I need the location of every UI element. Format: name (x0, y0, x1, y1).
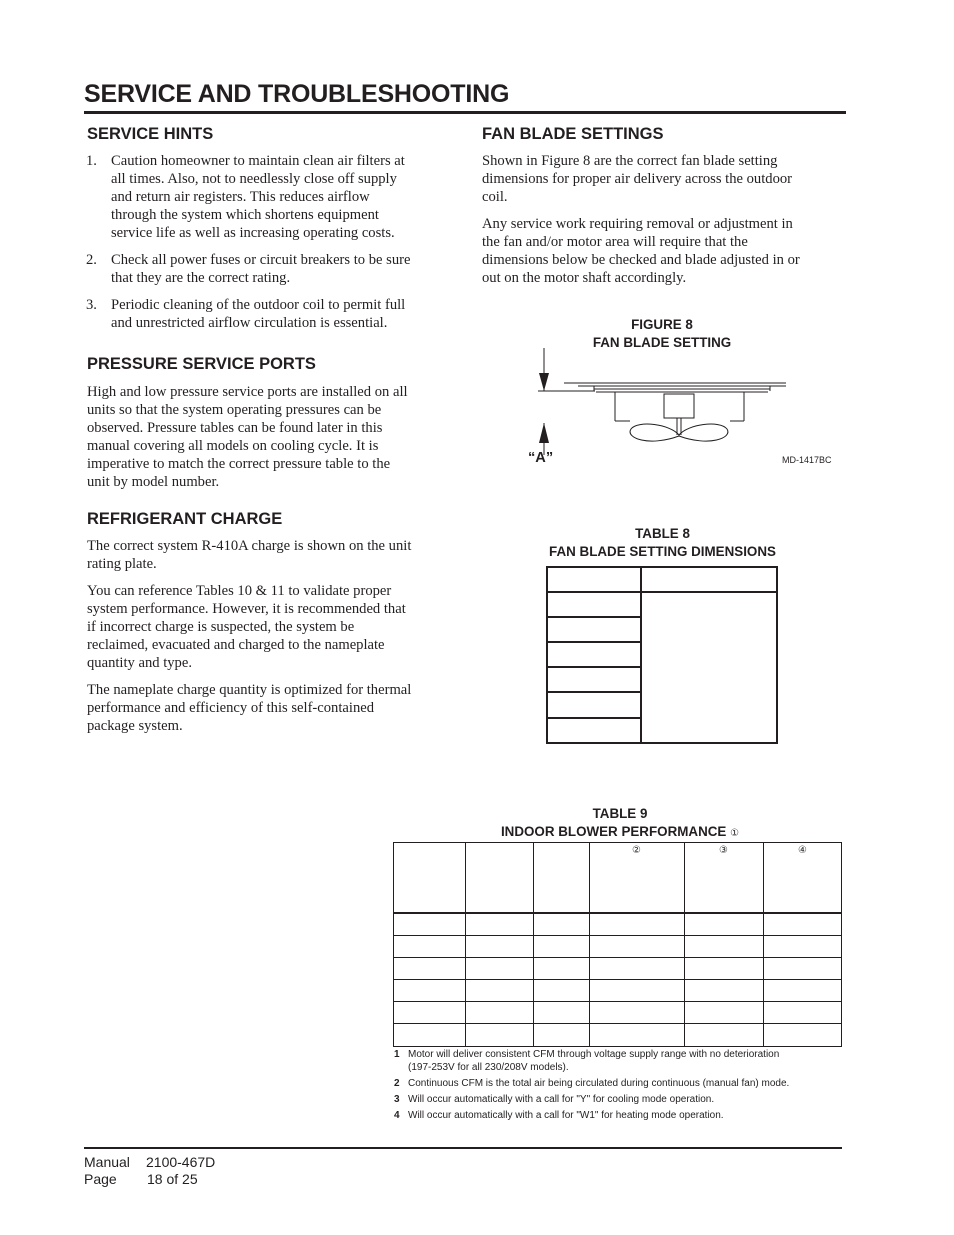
text-line: that they are the correct rating. (111, 270, 291, 286)
text-line: observed. Pressure tables can be found later in this (87, 420, 383, 436)
text-line: reclaimed, evacuated and charged to the nameplate (87, 637, 385, 653)
footer-manual-label: Manual (84, 1154, 130, 1170)
table-border-top (546, 566, 778, 568)
text-line: out on the motor shaft accordingly. (482, 270, 687, 286)
table-border-left (393, 842, 394, 1047)
footnote-line: (197-253V for all 230/208V models). (408, 1062, 569, 1073)
table-row-divider (393, 1023, 842, 1024)
text-line: coil. (482, 189, 508, 205)
table-row-divider (393, 1001, 842, 1002)
table-row-divider (393, 957, 842, 958)
table-8 (546, 566, 778, 744)
text-line: Check all power fuses or circuit breakers to be sure (111, 252, 411, 268)
footnote-line: Continuous CFM is the total air being circulated during continuous (manual fan) mode. (408, 1078, 790, 1089)
footer-manual-number: 2100-467D (146, 1154, 216, 1170)
text-line: system performance. However, it is recommended that (87, 601, 406, 617)
table-border-bottom (393, 1046, 842, 1047)
list-number: 3. (86, 297, 97, 313)
table-border-top (393, 842, 842, 843)
pressure-ports-heading: PRESSURE SERVICE PORTS (87, 355, 316, 373)
table-row-divider (546, 666, 642, 668)
footnote-key: 2 (394, 1078, 400, 1089)
text-line: and return air registers. This reduces airflow (111, 189, 370, 205)
table-header-divider (393, 912, 842, 914)
fan-blade-right (679, 424, 728, 441)
table-border-bottom (546, 742, 778, 744)
table-row-divider (546, 691, 642, 693)
text-line: and unrestricted airflow circulation is essential. (111, 315, 388, 331)
caption-line: TABLE 9 (592, 806, 648, 821)
footnote-4-marker: ④ (798, 845, 807, 856)
table-column-divider (684, 842, 685, 1047)
footnote-1-marker: ① (730, 828, 740, 839)
refrigerant-paragraph-2 (87, 582, 406, 672)
table-row-divider (393, 979, 842, 980)
table-8-caption (520, 525, 805, 561)
fan-blade-diagram (520, 345, 850, 470)
fan-motor (664, 394, 694, 418)
text-line: Caution homeowner to maintain clean air filters at (111, 153, 405, 169)
text-line: Shown in Figure 8 are the correct fan blade setting (482, 153, 778, 169)
text-line: unit by model number. (87, 474, 220, 490)
text-line: The correct system R-410A charge is shown on the unit (87, 538, 412, 554)
text-line: if incorrect charge is suspected, the system be (87, 619, 355, 635)
text-line: imperative to match the correct pressure table to the (87, 456, 391, 472)
title-rule (84, 111, 846, 114)
text-line: High and low pressure service ports are installed on all (87, 384, 408, 400)
footnote-2-marker: ② (632, 845, 641, 856)
page-title: SERVICE AND TROUBLESHOOTING (84, 80, 510, 108)
drawing-id: MD-1417BC (782, 455, 832, 465)
text-line: Periodic cleaning of the outdoor coil to permit full (111, 297, 406, 313)
fan-blade-heading: FAN BLADE SETTINGS (482, 125, 664, 143)
dimension-arrow-top-head (539, 373, 549, 391)
table-column-divider (763, 842, 764, 1047)
table-column-divider (533, 842, 534, 1047)
table-row-divider (546, 641, 642, 643)
text-line: through the system which shortens equipment (111, 207, 379, 223)
text-line: units so that the system operating pressures can be (87, 402, 382, 418)
service-hints-heading: SERVICE HINTS (87, 125, 214, 143)
text-line: You can reference Tables 10 & 11 to validate proper (87, 583, 392, 599)
refrigerant-charge-heading: REFRIGERANT CHARGE (87, 510, 283, 528)
text-line: manual covering all models on cooling cycle. It is (87, 438, 379, 454)
text-line: service life as well as increasing operating costs. (111, 225, 395, 241)
caption-line: FAN BLADE SETTING DIMENSIONS (549, 544, 776, 559)
table-border-right (841, 842, 842, 1047)
footnote-3-marker: ③ (719, 845, 728, 856)
footnote (394, 1109, 844, 1122)
fan-blade-paragraph-1 (482, 152, 792, 206)
text-line: all times. Also, not to needlessly close off supply (111, 171, 397, 187)
table-9-caption (440, 805, 800, 843)
refrigerant-paragraph-1 (87, 537, 411, 573)
text-line: dimensions for proper air delivery across the outdoor (482, 171, 793, 187)
caption-line: FAN BLADE SETTING (592, 335, 732, 350)
table-row-divider (546, 616, 642, 618)
table-9-footnotes (394, 1048, 844, 1123)
text-line: dimensions below be checked and blade adjusted in or (482, 252, 800, 268)
table-column-divider (465, 842, 466, 1047)
footnote-key: 3 (394, 1094, 400, 1105)
caption-line: FIGURE 8 (631, 317, 693, 332)
text-line: package system. (87, 718, 183, 734)
table-column-divider (589, 842, 590, 1047)
footnote (394, 1048, 844, 1074)
footer-page-number: 18 of 25 (147, 1171, 198, 1187)
text-line: The nameplate charge quantity is optimized for thermal (87, 682, 412, 698)
table-row-divider (546, 717, 642, 719)
footnote (394, 1077, 844, 1090)
table-header-divider (546, 591, 778, 593)
footnote-line: Motor will deliver consistent CFM through voltage supply range with no deterioration (408, 1049, 780, 1060)
footer-rule (84, 1147, 842, 1149)
fan-blade-left (630, 424, 679, 441)
dimension-arrow-bottom-head (539, 423, 549, 443)
list-number: 1. (86, 153, 97, 169)
text-line: quantity and type. (87, 655, 192, 671)
table-row-divider (393, 935, 842, 936)
dimension-a-label: “A” (528, 450, 554, 466)
refrigerant-paragraph-3 (87, 681, 411, 735)
caption-line: TABLE 8 (635, 526, 690, 541)
text-line: performance and efficiency of this self-contained (87, 700, 375, 716)
text-line: the fan and/or motor area will require that the (482, 234, 748, 250)
footnote (394, 1093, 844, 1106)
footer-page-label: Page (84, 1171, 117, 1187)
table-9 (393, 842, 842, 1047)
caption-text: INDOOR BLOWER PERFORMANCE (500, 824, 727, 839)
footnote-line: Will occur automatically with a call for "Y" for cooling mode operation. (408, 1094, 715, 1105)
text-line: Any service work requiring removal or adjustment in (482, 216, 793, 232)
pressure-ports-paragraph (87, 383, 408, 491)
caption-line (440, 823, 800, 843)
list-number: 2. (86, 252, 97, 268)
text-line: rating plate. (87, 556, 157, 572)
fan-blade-paragraph-2 (482, 215, 800, 287)
footnote-key: 4 (394, 1110, 400, 1121)
footnote-line: Will occur automatically with a call for "W1" for heating mode operation. (408, 1110, 724, 1121)
footnote-key: 1 (394, 1049, 400, 1060)
